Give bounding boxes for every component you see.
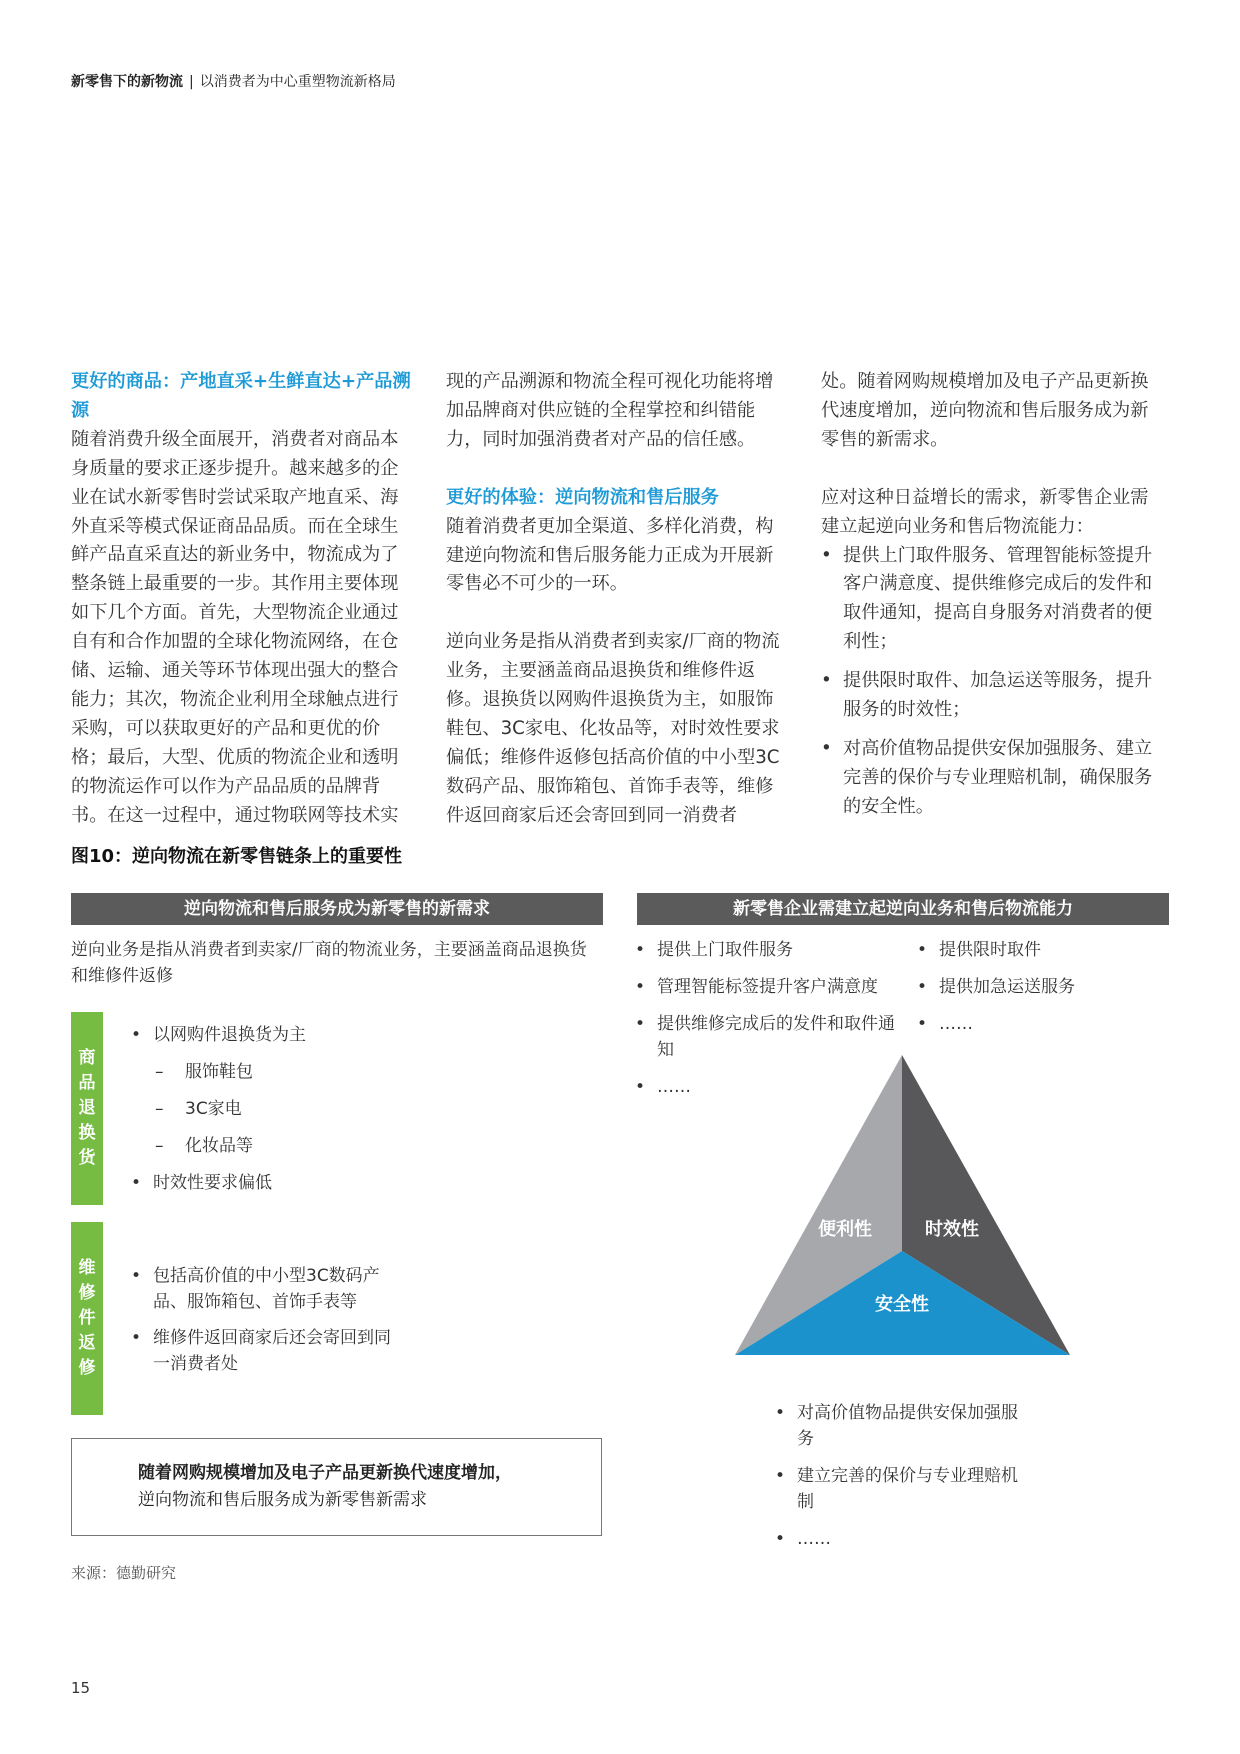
list-item: • 提供维修完成后的发件和取件通知 <box>657 1011 897 1063</box>
conclusion-bold: 随着网购规模增加及电子产品更新换代速度增加， <box>138 1463 512 1483</box>
list-item: • …… <box>657 1074 897 1100</box>
figure-right-header: 新零售企业需建立起逆向业务和售后物流能力 <box>637 893 1169 925</box>
bullet-icon: • <box>131 1266 142 1286</box>
header-subtitle: 以消费者为中心重塑物流新格局 <box>199 74 396 90</box>
figure-title: 图10：逆向物流在新零售链条上的重要性 <box>71 846 403 867</box>
list-item: • …… <box>939 1011 1159 1037</box>
bullet-icon: • <box>635 940 646 960</box>
list-item: • 对高价值物品提供安保加强服务、建立完善的保价与专业理赔机制，确保服务的安全性。 <box>821 735 1166 822</box>
figure-left-header: 逆向物流和售后服务成为新零售的新需求 <box>71 893 603 925</box>
bullet-icon: • <box>775 1529 786 1549</box>
list-item: – 服饰鞋包 <box>185 1059 483 1085</box>
source-note: 来源：德勤研究 <box>71 1564 177 1582</box>
bullet-icon: • <box>821 670 832 692</box>
dash-icon: – <box>155 1136 164 1156</box>
definition-text: 逆向业务是指从消费者到卖家/厂商的物流业务，主要涵盖商品退换货和维修件返修 <box>71 940 587 986</box>
paragraph: 逆向业务是指从消费者到卖家/厂商的物流业务，主要涵盖商品退换货和维修件返修。退换货以网购件退换货为主，如服饰鞋包、3C家电、化妆品等，对时效性要求偏低；维修件返修包括高价值的中小型3C数码产品、服饰箱包、首饰手表等，维修件返回商家后还会寄回到同一消费者 <box>446 631 780 826</box>
safety-list <box>775 1400 1027 1552</box>
service-triangle-diagram <box>735 1055 1070 1360</box>
list-item: • 提供上门取件服务 <box>657 937 897 963</box>
bullet-icon: • <box>917 1014 928 1034</box>
text-column-3 <box>821 368 1166 832</box>
header-title: 新零售下的新物流 <box>71 74 183 90</box>
bullet-icon: • <box>917 977 928 997</box>
section-heading-experience: 更好的体验：逆向物流和售后服务 <box>446 486 719 508</box>
list-item: • 建立完善的保价与专业理赔机制 <box>797 1463 1027 1515</box>
list-item: • 提供上门取件服务、管理智能标签提升客户满意度、提供维修完成后的发件和取件通知，提高自身服务对消费者的便利性； <box>821 542 1166 658</box>
bullet-icon: • <box>821 737 832 759</box>
paragraph: 随着消费升级全面展开，消费者对商品本身质量的要求正逐步提升。越来越多的企业在试水新零售时尝试采取产地直采、海外直采等模式保证商品品质。而在全球生鲜产品直采直达的新业务中，物流成为了整条链上最重要的一步。其作用主要体现如下几个方面。首先，大型物流企业通过自有和合作加盟的全球化物流网络，在仓储、运输、通关等环节体现出强大的整合能力；其次，物流企业利用全球触点进行采购，可以获取更好的产品和更优的价格；最后，大型、优质的物流企业和透明的物流运作可以作为产品品质的品牌背书。在这一过程中，通过物联网等技术实 <box>71 428 399 826</box>
bullet-icon: • <box>775 1403 786 1423</box>
safety-label: 安全性 <box>875 1294 929 1315</box>
bullet-icon: • <box>131 1025 142 1045</box>
returns-category-label: 商 品 退 换 货 <box>71 1012 103 1205</box>
repair-category-label: 维 修 件 返 修 <box>71 1222 103 1415</box>
repair-list <box>131 1263 393 1377</box>
section-heading-goods: 更好的商品：产地直采+生鲜直达+产品溯源 <box>71 371 411 421</box>
header-separator: | <box>189 74 194 90</box>
text-column-2 <box>446 368 790 831</box>
text-column-1 <box>71 368 416 831</box>
bullet-icon: • <box>821 544 832 566</box>
list-item: – 化妆品等 <box>185 1133 483 1159</box>
list-item: • 以网购件退换货为主 <box>153 1022 483 1048</box>
page-number: 15 <box>71 1679 91 1697</box>
convenience-label: 便利性 <box>818 1219 872 1240</box>
bullet-icon: • <box>131 1328 142 1348</box>
bullet-icon: • <box>775 1466 786 1486</box>
list-item: • 维修件返回商家后还会寄回到同一消费者处 <box>153 1325 393 1377</box>
list-item: • 提供限时取件、加急运送等服务，提升服务的时效性； <box>821 667 1166 725</box>
bullet-icon: • <box>635 1014 646 1034</box>
dash-icon: – <box>155 1062 164 1082</box>
bullet-icon: • <box>635 1077 646 1097</box>
paragraph: 现的产品溯源和物流全程可视化功能将增加品牌商对供应链的全程掌控和纠错能力，同时加强消费者对产品的信任感。 <box>446 371 774 450</box>
list-item: • 提供加急运送服务 <box>939 974 1159 1000</box>
returns-list <box>131 1022 483 1196</box>
list-item: • 时效性要求偏低 <box>153 1170 483 1196</box>
list-item: • …… <box>797 1526 1027 1552</box>
conclusion-box <box>71 1438 602 1536</box>
conclusion-text: 逆向物流和售后服务成为新零售新需求 <box>138 1490 427 1510</box>
capability-list <box>821 542 1166 822</box>
list-item: • 提供限时取件 <box>939 937 1159 963</box>
running-header <box>71 71 396 91</box>
list-item: • 对高价值物品提供安保加强服务 <box>797 1400 1027 1452</box>
paragraph: 随着消费者更加全渠道、多样化消费，构建逆向物流和售后服务能力正成为开展新零售必不可少的一环。 <box>446 515 774 595</box>
bullet-icon: • <box>917 940 928 960</box>
timeliness-list <box>917 937 1159 1037</box>
list-item: – 3C家电 <box>185 1096 483 1122</box>
bullet-icon: • <box>131 1173 142 1193</box>
bullet-icon: • <box>635 977 646 997</box>
timeliness-label: 时效性 <box>925 1219 979 1240</box>
paragraph: 处。随着网购规模增加及电子产品更新换代速度增加，逆向物流和售后服务成为新零售的新需求。 <box>821 371 1149 450</box>
list-item: • 管理智能标签提升客户满意度 <box>657 974 897 1000</box>
paragraph: 应对这种日益增长的需求，新零售企业需建立起逆向业务和售后物流能力： <box>821 486 1149 537</box>
dash-icon: – <box>155 1099 164 1119</box>
list-item: • 包括高价值的中小型3C数码产品、服饰箱包、首饰手表等 <box>153 1263 393 1315</box>
